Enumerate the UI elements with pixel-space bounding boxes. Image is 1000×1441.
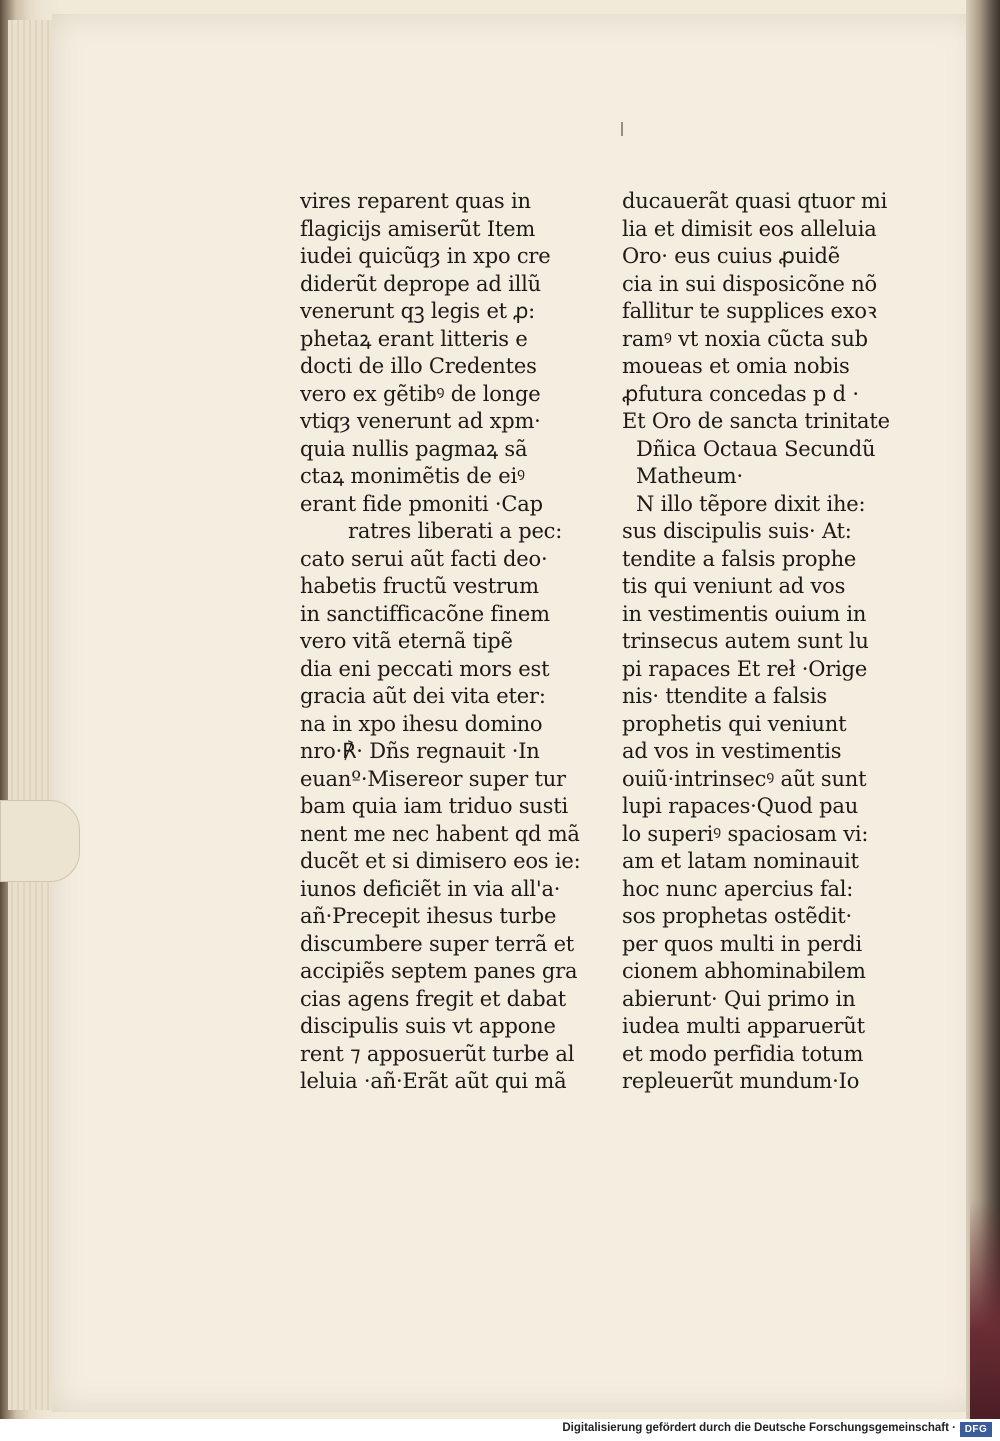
text-line: dia eni peccati mors est (300, 656, 550, 681)
text-line: iudei quicũqȝ in xpo cre (300, 244, 551, 268)
text-line: Matheum· (636, 464, 743, 488)
text-line: tis qui veniunt ad vos (622, 574, 846, 598)
text-line: lupi rapaces·Quod pau (622, 794, 859, 818)
text-line: vtiqȝ venerunt ad xpm· (300, 409, 541, 433)
text-line: nro·℟· Dñs regnauit ·In (300, 739, 540, 763)
left-text-column (300, 188, 600, 1096)
text-line: per quos multi in perdi (622, 931, 863, 956)
text-line: nis· ttendite a falsis (622, 684, 827, 708)
text-line: hoc nunc apercius fal: (622, 876, 854, 901)
text-line: ducauerãt quasi qtuor mi (622, 189, 888, 213)
text-line: ouiũ·intrinsecꝰ aũt sunt (622, 766, 867, 791)
text-line: diderũt deprope ad illũ (300, 271, 541, 296)
text-line: sos prophetas ostẽdit· (622, 904, 852, 928)
text-line: bam quia iam triduo susti (300, 794, 568, 818)
footer-credit: Digitalisierung gefördert durch die Deutsche Forschungsgemeinschaft · (562, 1422, 956, 1434)
text-line: fallitur te supplices exoꝛ (622, 299, 877, 323)
text-line: phetaꝝ erant litteris e (300, 326, 528, 351)
text-line: rent ⁊ apposuerũt turbe al (300, 1041, 575, 1066)
text-line: et modo perfidia totum (622, 1041, 864, 1066)
text-line: quia nullis pagmaꝝ sã (300, 436, 528, 461)
text-line: Et Oro de sancta trinitate (622, 409, 890, 433)
text-line: cia in sui disposicõne nõ (622, 271, 877, 296)
text-line: docti de illo Credentes (300, 354, 537, 378)
text-line: euanº·Misereor super tur (300, 766, 566, 791)
text-line: am et latam nominauit (622, 849, 859, 873)
text-line: accipiẽs septem panes gra (300, 959, 578, 983)
text-line: sus discipulis suis· At: (622, 519, 852, 543)
text-line: ramꝰ vt noxia cũcta sub (622, 326, 868, 351)
dfg-logo: DFG (960, 1422, 992, 1437)
footer-bar (0, 1419, 1000, 1441)
page-tab (0, 800, 80, 882)
text-line: repleuerũt mundum·Io (622, 1069, 860, 1093)
text-line: prophetis qui veniunt (622, 711, 847, 736)
text-line: iunos deficiẽt in via all'a· (300, 876, 561, 901)
right-text-column (622, 188, 912, 1096)
text-line: N illo tẽpore dixit ihe: (636, 491, 866, 516)
text-line: erant fide pmoniti ·Cap (300, 491, 543, 516)
text-line: venerunt qꝫ legis et ꝓ: (300, 299, 536, 323)
text-line: ducẽt et si dimisero eos ie: (300, 849, 581, 873)
text-line: trinsecus autem sunt lu (622, 629, 869, 653)
text-line: tendite a falsis prophe (622, 546, 857, 571)
text-line: Oro· eus cuius ꝓuidẽ (622, 244, 841, 268)
text-line: ratres liberati a pec: (348, 519, 563, 543)
text-line: vires reparent quas in (300, 189, 531, 213)
spine-cover (970, 1199, 1000, 1419)
text-line: moueas et omia nobis (622, 354, 850, 378)
text-line: in vestimentis ouium in (622, 601, 867, 626)
text-line: añ·Precepit ihesus turbe (300, 904, 557, 928)
text-line: habetis fructũ vestrum (300, 574, 539, 598)
text-line: lia et dimisit eos alleluia (622, 216, 877, 241)
text-line: ad vos in vestimentis (622, 739, 842, 763)
text-line: pi rapaces Et reł ·Orige (622, 656, 868, 681)
text-line: cias agens fregit et dabat (300, 986, 567, 1011)
text-line: abierunt· Qui primo in (622, 986, 856, 1011)
text-line: vero ex gẽtibꝰ de longe (300, 381, 541, 406)
text-line: cato serui aũt facti deo· (300, 546, 548, 571)
text-line: iudea multi apparuerũt (622, 1014, 865, 1038)
binding (966, 0, 1000, 1419)
page-mark (621, 122, 623, 136)
text-line: discumbere super terrã et (300, 931, 575, 956)
text-line: in sanctifficacõne finem (300, 601, 550, 626)
text-line: ꝓfutura concedas p d · (622, 381, 859, 406)
text-line: nent me nec habent qd mã (300, 821, 580, 846)
text-line: vero vitã eternã tipẽ (300, 629, 513, 653)
text-line: Dñica Octaua Secundũ (636, 436, 876, 461)
text-line: leluia ·añ·Erãt aũt qui mã (300, 1069, 567, 1093)
text-line: gracia aũt dei vita eter: (300, 684, 546, 708)
text-line: flagicijs amiserũt Item (300, 216, 536, 241)
text-line: na in xpo ihesu domino (300, 711, 543, 736)
text-line: ctaꝝ monimẽtis de eiꝰ (300, 464, 525, 488)
text-line: cionem abhominabilem (622, 959, 866, 983)
text-line: lo superiꝰ spaciosam vi: (622, 821, 869, 846)
text-line: discipulis suis vt appone (300, 1014, 556, 1038)
